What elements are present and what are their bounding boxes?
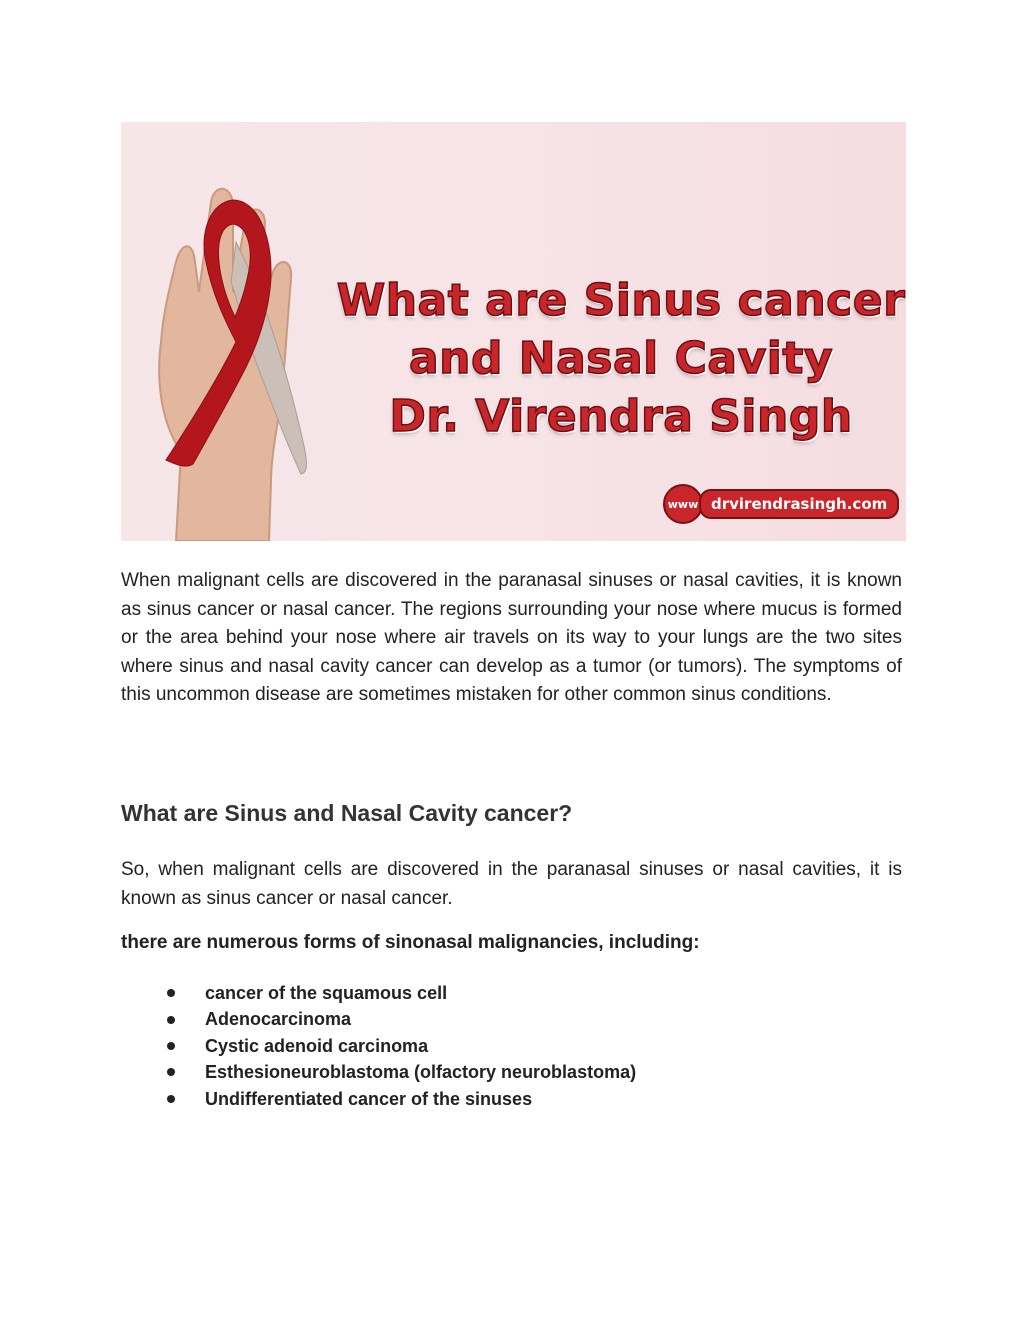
intro-paragraph: When malignant cells are discovered in the paranasal sinuses or nasal cavities, it is known as sinus cancer or nasal cancer. The regions surrounding your nose where mucus is formed or the area behind your nose where air travels on its way to your lungs are the two sites where sinus and nasal cavity cancer can develop as a tumor (or tumors). The symptoms of this uncommon disease are sometimes mistaken for other common sinus conditions. (121, 570, 902, 706)
globe-icon: www (663, 484, 703, 524)
banner-title-line: What are Sinus cancer (336, 275, 906, 326)
list-item-text: Esthesioneuroblastoma (olfactory neuroblastoma) (205, 1062, 637, 1083)
list-item (167, 1086, 636, 1112)
list-item-text: Adenocarcinoma (205, 1009, 352, 1030)
malignancy-list (167, 980, 636, 1112)
website-badge (663, 484, 899, 524)
list-item-text: Undifferentiated cancer of the sinuses (205, 1088, 533, 1109)
list-item (167, 1006, 636, 1032)
list-item-text: cancer of the squamous cell (205, 983, 448, 1003)
bullet-icon (167, 989, 175, 997)
section-heading: What are Sinus and Nasal Cavity cancer? (121, 800, 573, 826)
banner-title-line: and Nasal Cavity (408, 333, 834, 384)
banner-title (321, 272, 906, 446)
list-item (167, 1059, 636, 1085)
list-item-text: Cystic adenoid carcinoma (205, 1035, 429, 1056)
list-intro: there are numerous forms of sinonasal malignancies, including: (121, 932, 700, 953)
bullet-icon (167, 1016, 175, 1024)
bullet-icon (167, 1095, 175, 1103)
banner-image (121, 122, 906, 541)
website-label: drvirendrasingh.com (699, 489, 899, 519)
list-item (167, 1033, 636, 1059)
banner-title-line: Dr. Virendra Singh (389, 391, 853, 442)
section-paragraph: So, when malignant cells are discovered in the paranasal sinuses or nasal cavities, it is known as sinus cancer or nasal cancer. (121, 859, 902, 909)
bullet-icon (167, 1042, 175, 1050)
list-item (167, 980, 636, 1006)
bullet-icon (167, 1068, 175, 1076)
